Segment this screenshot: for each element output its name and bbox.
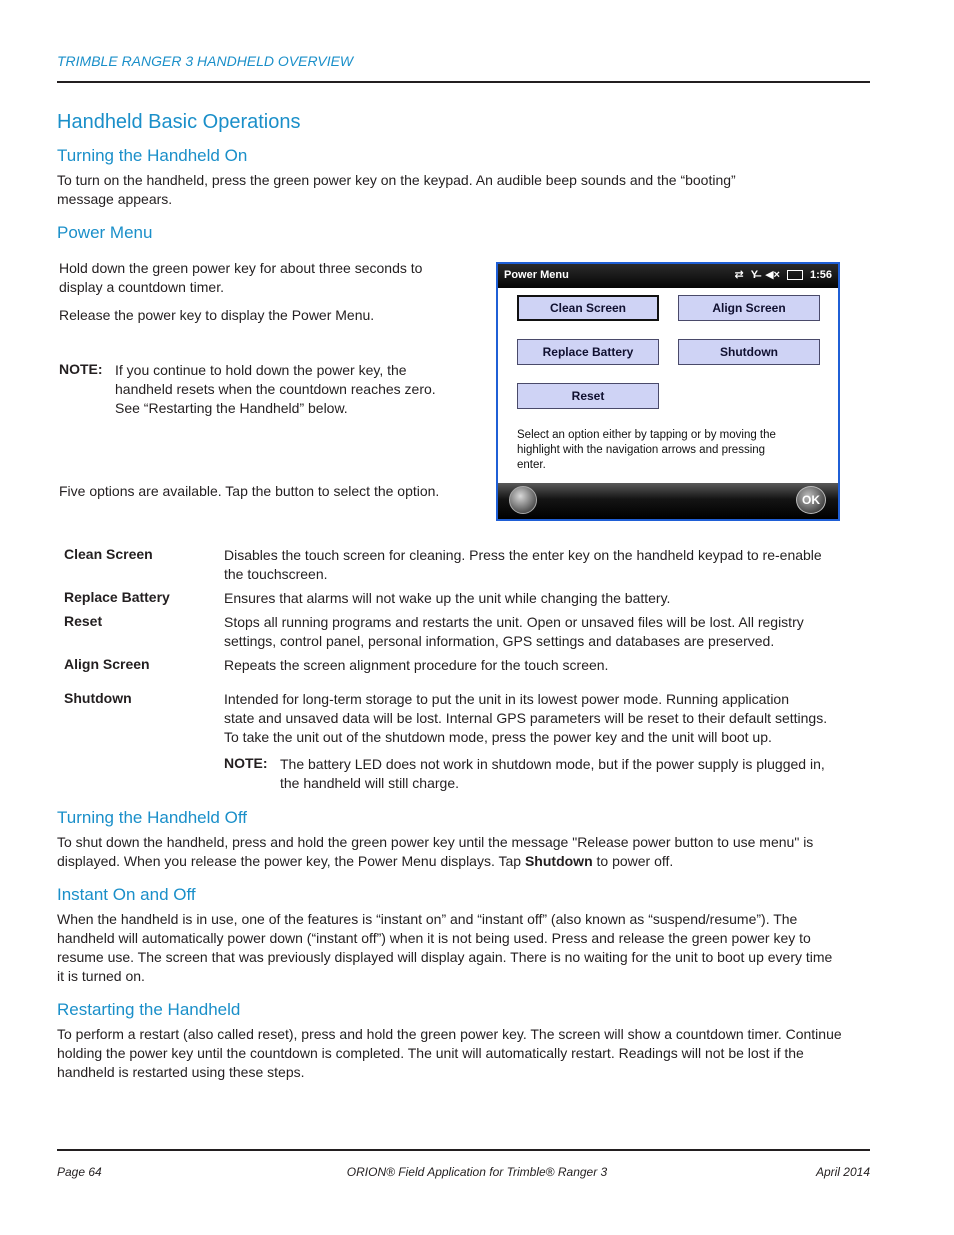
def-shutdown xyxy=(224,690,864,747)
device-title-bar xyxy=(498,264,838,288)
term-replace-battery: Replace Battery xyxy=(64,589,170,605)
shutdown-button[interactable]: Shutdown xyxy=(678,339,820,365)
connectivity-icon: ⇄ xyxy=(734,269,744,281)
def-clean-screen xyxy=(224,546,864,584)
battery-icon xyxy=(787,270,803,280)
shutdown-bold: Shutdown xyxy=(524,853,593,869)
turning-off-text xyxy=(57,833,872,871)
heading-turning-on: Turning the Handheld On xyxy=(57,146,248,165)
text-line: message appears. xyxy=(57,191,173,207)
running-header: TRIMBLE RANGER 3 HANDHELD OVERVIEW xyxy=(57,53,354,69)
replace-battery-button[interactable]: Replace Battery xyxy=(517,339,659,365)
text-line: Intended for long-term storage to put the unit in its lowest power mode. Running application xyxy=(224,691,789,707)
text-line: the handheld will still charge. xyxy=(280,775,459,791)
text-line: resume use. The screen that was previously displayed will display again. There is no waiting for the unit to boot up every time xyxy=(57,949,833,965)
power-menu-p2: Release the power key to display the Power Menu. xyxy=(59,307,375,323)
heading-instant: Instant On and Off xyxy=(57,885,196,904)
ok-button[interactable]: OK xyxy=(796,486,826,514)
text-line: enter. xyxy=(517,459,546,471)
device-taskbar xyxy=(498,483,838,519)
shutdown-note-text xyxy=(280,755,870,793)
text-line: the touchscreen. xyxy=(224,566,328,582)
text-line: When the handheld is in use, one of the features is “instant on” and “instant off” (also known as “suspend/resume”). The xyxy=(57,911,798,927)
text-line: display a countdown timer. xyxy=(59,279,224,295)
def-replace-battery xyxy=(224,589,864,608)
footer-date: April 2014 xyxy=(815,1165,870,1179)
def-align-screen xyxy=(224,656,864,675)
heading-power-menu: Power Menu xyxy=(57,223,153,242)
text-line: To take the unit out of the shutdown mode, press the power key and the unit will boot up. xyxy=(224,729,772,745)
heading-turning-off: Turning the Handheld Off xyxy=(57,808,247,827)
shutdown-note-label: NOTE: xyxy=(224,755,268,771)
term-shutdown: Shutdown xyxy=(64,690,132,706)
speaker-icon: ◀× xyxy=(765,269,780,281)
text-line xyxy=(57,852,872,871)
device-clock: 1:56 xyxy=(809,268,832,281)
note-label: NOTE: xyxy=(59,361,103,377)
text-line: To turn on the handheld, press the green power key on the keypad. An audible beep sounds and the “booting” xyxy=(57,172,736,188)
def-reset xyxy=(224,613,864,651)
reset-button[interactable]: Reset xyxy=(517,383,659,409)
text-line: handheld resets when the countdown reaches zero. xyxy=(115,381,436,397)
text-line: handheld will automatically power down (“instant off”) when it is not being used. Press and release the green power key to xyxy=(57,930,811,946)
text-line: To perform a restart (also called reset), press and hold the green power key. The screen will show a countdown timer. Continue xyxy=(57,1026,842,1042)
text-line: If you continue to hold down the power key, the xyxy=(115,362,407,378)
term-align-screen: Align Screen xyxy=(64,656,150,672)
footer-rule xyxy=(57,1149,870,1151)
text-span: to power off. xyxy=(592,853,674,869)
text-line: it is turned on. xyxy=(57,968,145,984)
device-title: Power Menu xyxy=(504,269,569,281)
no-signal-icon: Y̶ xyxy=(750,268,759,281)
text-line: settings, control panel, personal information, GPS settings and databases are preserved. xyxy=(224,633,775,649)
text-line: Hold down the green power key for about three seconds to xyxy=(59,260,423,276)
note-text xyxy=(115,361,475,418)
instant-text xyxy=(57,910,872,986)
footer-title: ORION® Field Application for Trimble® Ranger 3 xyxy=(346,1165,608,1179)
clean-screen-button[interactable]: Clean Screen xyxy=(517,295,659,321)
heading-restarting: Restarting the Handheld xyxy=(57,1000,241,1019)
windows-start-icon[interactable] xyxy=(509,486,537,514)
header-rule xyxy=(57,81,870,83)
restarting-text xyxy=(57,1025,872,1082)
device-status-area xyxy=(735,268,832,281)
text-line: holding the power key until the countdown is completed. The unit will automatically restart. Readings will not be lost if the xyxy=(57,1045,804,1061)
text-line: Disables the touch screen for cleaning. Press the enter key on the handheld keypad to re-enable xyxy=(224,547,822,563)
turning-on-text xyxy=(57,171,872,209)
device-instructions xyxy=(517,428,817,473)
text-span: displayed. When you release the power key, the Power Menu displays. Tap xyxy=(57,853,525,869)
text-line: Stops all running programs and restarts the unit. Open or unsaved files will be lost. All registry xyxy=(224,614,804,630)
align-screen-button[interactable]: Align Screen xyxy=(678,295,820,321)
text-line: handheld is restarted using these steps. xyxy=(57,1064,305,1080)
term-clean-screen: Clean Screen xyxy=(64,546,153,562)
term-reset: Reset xyxy=(64,613,103,629)
text-line: To shut down the handheld, press and hold the green power key until the message "Release power button to use menu" is xyxy=(57,834,814,850)
text-line: Repeats the screen alignment procedure for the touch screen. xyxy=(224,657,609,673)
footer-page: Page 64 xyxy=(57,1165,102,1179)
power-menu-screenshot xyxy=(496,262,840,521)
text-line: Select an option either by tapping or by moving the xyxy=(517,429,776,441)
text-line: highlight with the navigation arrows and pressing xyxy=(517,444,766,456)
text-line: state and unsaved data will be lost. Internal GPS parameters will be reset to their default settings. xyxy=(224,710,828,726)
power-menu-p1 xyxy=(59,259,479,297)
text-line: See “Restarting the Handheld” below. xyxy=(115,400,348,416)
text-line: Ensures that alarms will not wake up the unit while changing the battery. xyxy=(224,590,671,606)
text-line: The battery LED does not work in shutdown mode, but if the power supply is plugged in, xyxy=(280,756,825,772)
power-menu-p3: Five options are available. Tap the button to select the option. xyxy=(59,483,440,499)
page-title: Handheld Basic Operations xyxy=(57,111,301,133)
